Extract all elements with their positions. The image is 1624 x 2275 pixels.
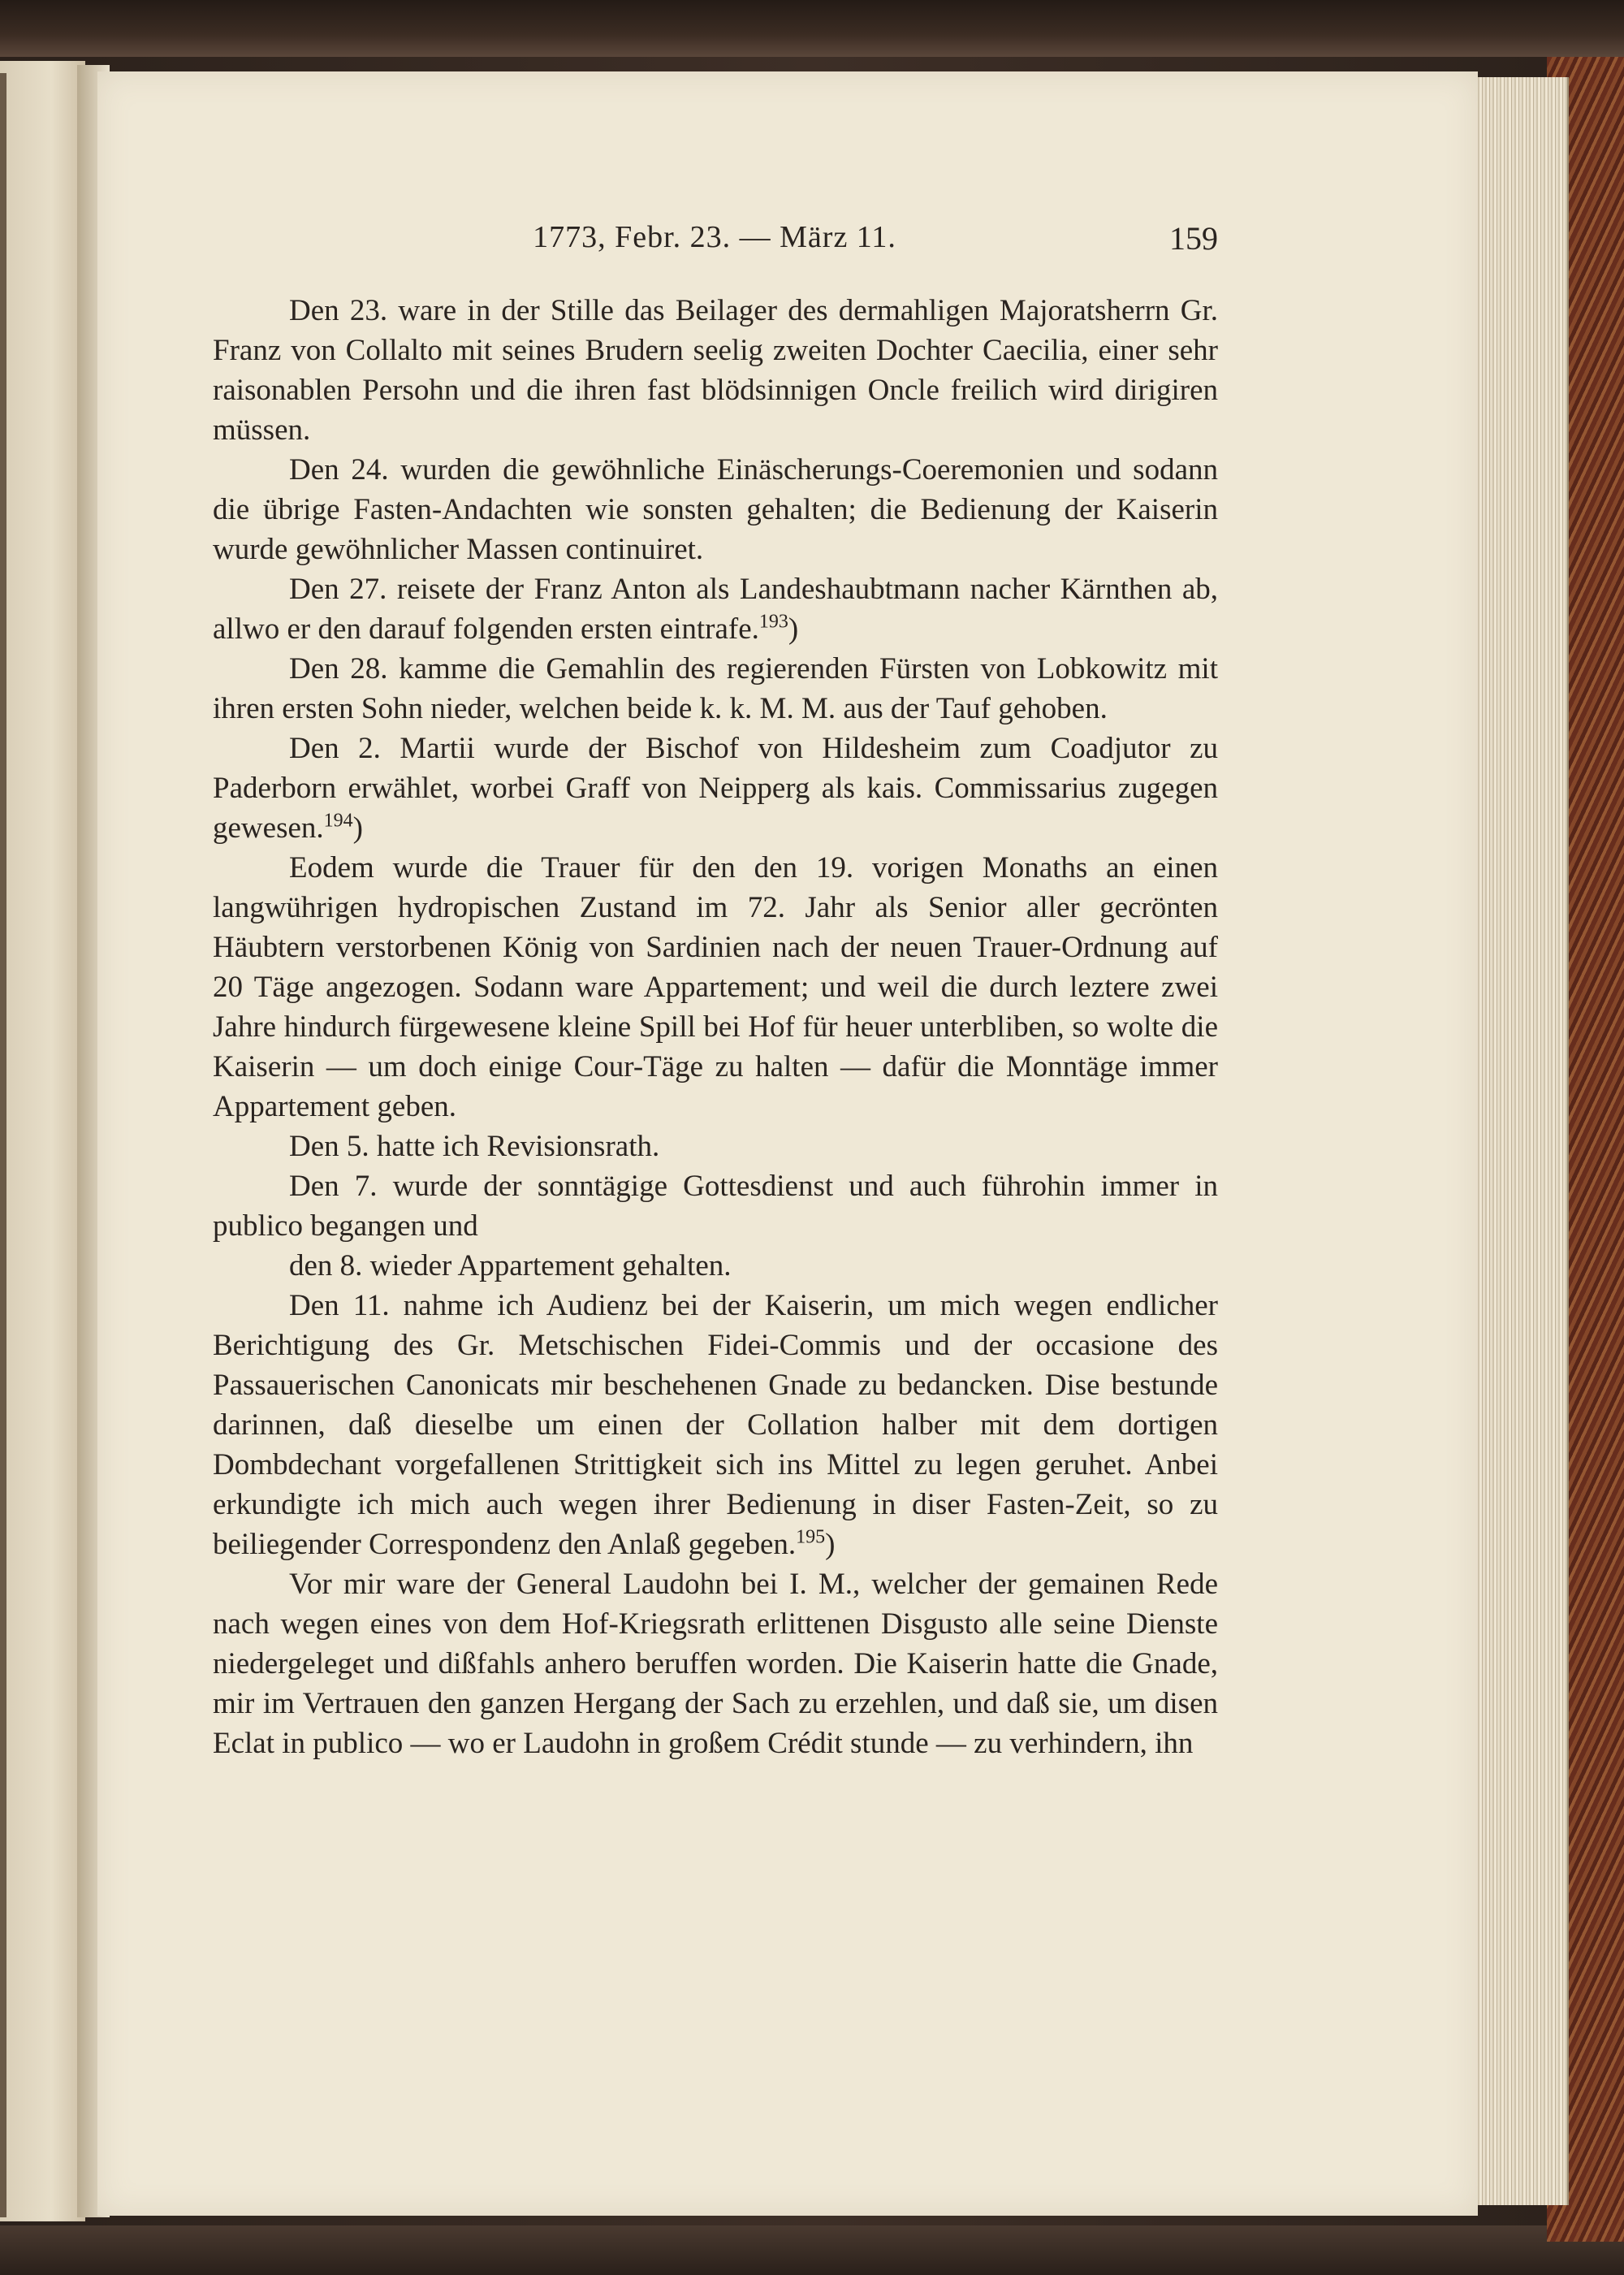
facing-page-edge bbox=[0, 61, 85, 2221]
paragraph: Den 27. reisete der Franz Anton als Landeshaubtmann nacher Kärnthen ab, allwo er den darauf folgenden ersten eintrafe.$^{193}$) bbox=[213, 573, 1218, 646]
paragraph: Vor mir ware der General Laudohn bei I. M., welcher der gemainen Rede nach wegen eines von dem Hof-Kriegsrath erlittenen Disgusto alle seine Dienste niedergeleget und dißfahls anhero beruffen worden. Die Kaiserin hatte die Gnade, mir im Vertrauen den ganzen Hergang der Sach zu erzehlen, und daß sie, um disen Eclat in publico — wo er Laudohn in großem Crédit stunde — zu verhindern, ihn bbox=[213, 1568, 1218, 1760]
paragraph: Den 2. Martii wurde der Bischof von Hildesheim zum Coadjutor zu Paderborn erwählet, worbei Graff von Neipperg als kais. Commissarius zugegen gewesen.$^{194}$) bbox=[213, 732, 1218, 845]
paragraph: Den 28. kamme die Gemahlin des regierenden Fürsten von Lobkowitz mit ihren ersten Sohn nieder, welchen beide k. k. M. M. aus der Tauf gehoben. bbox=[213, 652, 1218, 725]
book-cover-top-edge bbox=[0, 0, 1624, 57]
book-cover-bottom-edge bbox=[0, 2225, 1624, 2275]
page-number: 159 bbox=[1169, 220, 1218, 257]
running-head-title: 1773, Febr. 23. — März 11. bbox=[533, 220, 896, 254]
footnote-ref: 195 bbox=[796, 1526, 826, 1548]
paragraph: Den 11. nahme ich Audienz bei der Kaiserin, um mich wegen endlicher Berichtigung des Gr. Metschischen Fidei-Commis und der occasione des Passauerischen Canonicats mir beschehenen Gnade zu bedancken. Dise bestunde darinnen, daß dieselbe um einen der Collation halber mit dem dortigen Dombdechant vorgefallenen Strittigkeit sich ins Mittel zu legen geruhet. Anbei erkundigte ich mich auch wegen ihrer Bedienung in diser Fasten-Zeit, so zu beiliegender Correspondenz den Anlaß gegeben.$^{195}$) bbox=[213, 1289, 1218, 1561]
paragraph: den 8. wieder Appartement gehalten. bbox=[289, 1249, 732, 1282]
footnote-ref: 194 bbox=[323, 810, 353, 832]
paragraph: Den 5. hatte ich Revisionsrath. bbox=[289, 1130, 660, 1163]
paragraph: Eodem wurde die Trauer für den den 19. vorigen Monaths an einen langwührigen hydropischen Zustand im 72. Jahr als Senior aller gecrönten Häubtern verstorbenen König von Sardinien nach der neuen Trauer-Ordnung auf 20 Täge angezogen. Sodann ware Appartement; und weil die durch leztere zwei Jahre hindurch fürgewesene kleine Spill bei Hof für heuer unterbliben, so wolte die Kaiserin — um doch einige Cour-Täge zu halten — dafür die Monntäge immer Appartement geben. bbox=[213, 851, 1218, 1123]
body-text bbox=[213, 291, 1218, 1763]
left-binding-edge bbox=[0, 73, 6, 2217]
paragraph: Den 24. wurden die gewöhnliche Einäscherungs-Coeremonien und sodann die übrige Fasten-Andachten wie sonsten gehalten; die Bedienung der Kaiserin wurde gewöhnlicher Massen continuiret. bbox=[213, 453, 1218, 566]
paragraph: Den 23. ware in der Stille das Beilager des dermahligen Majoratsherrn Gr. Franz von Collalto mit seines Brudern seelig zweiten Dochter Caecilia, einer sehr raisonablen Persohn und die ihren fast blödsinnigen Oncle freilich wird dirigiren müssen. bbox=[213, 294, 1218, 447]
footnote-ref: 193 bbox=[758, 611, 788, 633]
running-head bbox=[211, 219, 1218, 268]
paragraph: Den 7. wurde der sonntägige Gottesdienst und auch führohin immer in publico begangen und bbox=[213, 1170, 1218, 1243]
